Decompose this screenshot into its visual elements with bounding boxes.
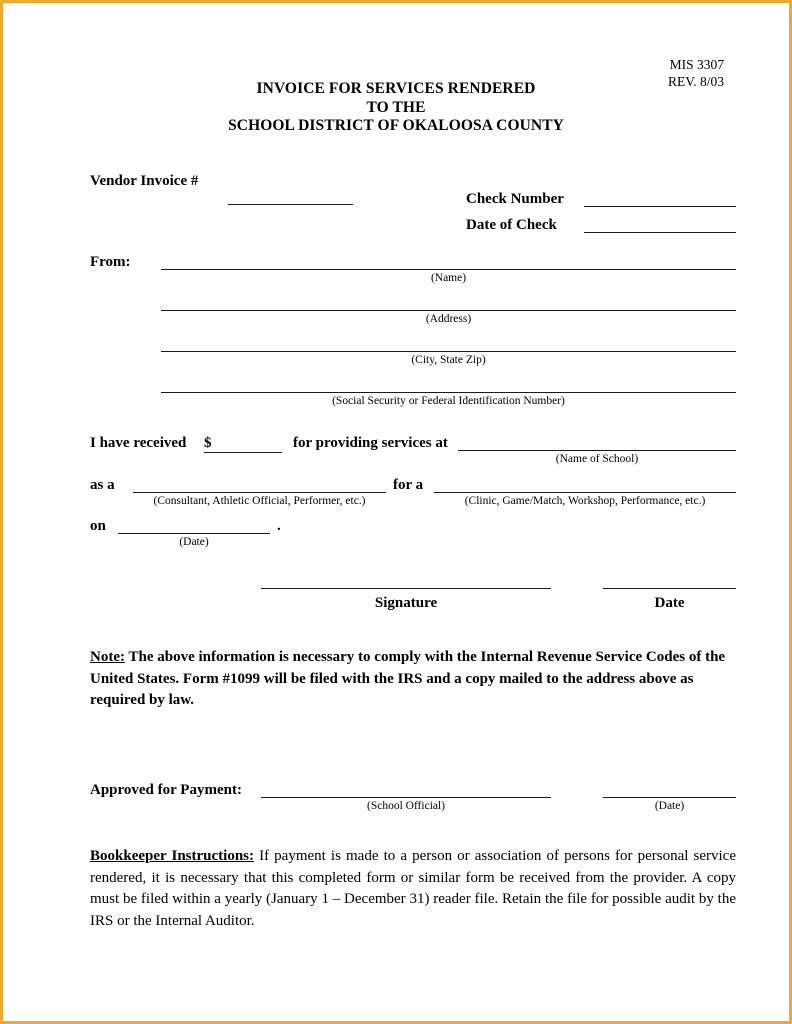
bookkeeper-body: If payment is made to a person or association of persons for personal service rendered, it is necessary that this completed form or similar form be received from the provider. A copy must be filed within a yearly (January 1 – December 31) reader file. Retain the file for possible audit by the IRS or the Internal Auditor. <box>90 848 736 929</box>
check-number-label: Check Number <box>466 191 564 207</box>
title-line-2: TO THE <box>366 98 426 116</box>
school-name-value <box>458 434 736 450</box>
on-label: on <box>90 518 106 534</box>
sentence-period: . <box>277 518 281 534</box>
as-a-label: as a <box>90 477 115 493</box>
vendor-invoice-value <box>228 188 353 204</box>
from-city-state-zip-value <box>161 335 736 351</box>
approval-official-caption: (School Official) <box>366 800 446 812</box>
from-tax-id-caption: (Social Security or Federal Identification Number) <box>332 395 565 407</box>
bookkeeper-heading: Bookkeeper Instructions: <box>90 848 254 864</box>
service-date-value <box>118 517 270 533</box>
bookkeeper-instructions-paragraph <box>90 846 736 932</box>
service-date-input[interactable] <box>118 517 270 549</box>
services-label: for providing services at <box>293 435 448 451</box>
event-input[interactable] <box>434 476 736 508</box>
signature-input[interactable] <box>261 572 551 612</box>
from-address-caption: (Address) <box>425 313 472 325</box>
vendor-invoice-input[interactable] <box>228 188 353 205</box>
role-value <box>133 476 386 492</box>
paper-sheet <box>6 6 786 1018</box>
page-title <box>6 80 786 136</box>
note-body: The above information is necessary to comply with the Internal Revenue Service Codes of the United States. Form #1099 will be filed with the IRS and a copy mailed to the address above as required by law. <box>90 649 726 708</box>
signature-date-input[interactable] <box>603 572 736 612</box>
title-line-3: SCHOOL DISTRICT OF OKALOOSA COUNTY <box>228 117 564 134</box>
from-label: From: <box>90 254 131 270</box>
school-name-input[interactable] <box>458 434 736 466</box>
role-caption: (Consultant, Athletic Official, Performer, etc.) <box>153 495 366 507</box>
event-caption: (Clinic, Game/Match, Workshop, Performance, etc.) <box>464 495 706 507</box>
signature-date-label: Date <box>654 595 685 611</box>
form-revision: REV. 8/03 <box>667 74 724 89</box>
date-of-check-label: Date of Check <box>466 217 557 233</box>
from-city-state-zip-input[interactable] <box>161 335 736 367</box>
amount-rule <box>204 452 282 453</box>
approval-date-caption: (Date) <box>654 800 685 812</box>
from-city-state-zip-caption: (City, State Zip) <box>411 354 486 366</box>
amount-input[interactable] <box>204 434 282 453</box>
check-number-value <box>584 190 736 206</box>
received-label: I have received <box>90 435 187 451</box>
date-of-check-value <box>584 216 736 232</box>
vendor-invoice-rule <box>228 204 353 205</box>
approval-date-value <box>603 781 736 797</box>
signature-label: Signature <box>374 595 438 611</box>
form-number: MIS 3307 <box>669 57 724 72</box>
from-name-caption: (Name) <box>430 272 467 284</box>
approval-official-input[interactable] <box>261 781 551 813</box>
from-address-input[interactable] <box>161 294 736 326</box>
currency-symbol: $ <box>204 435 212 451</box>
date-of-check-input[interactable] <box>584 216 736 233</box>
event-value <box>434 476 736 492</box>
vendor-invoice-label: Vendor Invoice # <box>90 173 199 189</box>
from-tax-id-value <box>161 376 736 392</box>
signature-date-value <box>603 572 736 588</box>
from-tax-id-input[interactable] <box>161 376 736 408</box>
role-input[interactable] <box>133 476 386 508</box>
approval-label: Approved for Payment: <box>90 782 242 798</box>
from-name-input[interactable] <box>161 253 736 285</box>
note-heading: Note: <box>90 649 125 665</box>
approval-official-value <box>261 781 551 797</box>
from-address-value <box>161 294 736 310</box>
school-name-caption: (Name of School) <box>555 453 639 465</box>
title-line-1: INVOICE FOR SERVICES RENDERED <box>256 80 536 97</box>
approval-date-input[interactable] <box>603 781 736 813</box>
for-a-label: for a <box>393 477 424 493</box>
check-number-rule <box>584 206 736 207</box>
note-paragraph <box>90 647 736 712</box>
date-of-check-rule <box>584 232 736 233</box>
signature-value <box>261 572 551 588</box>
from-name-value <box>161 253 736 269</box>
service-date-caption: (Date) <box>179 536 209 548</box>
check-number-input[interactable] <box>584 190 736 207</box>
